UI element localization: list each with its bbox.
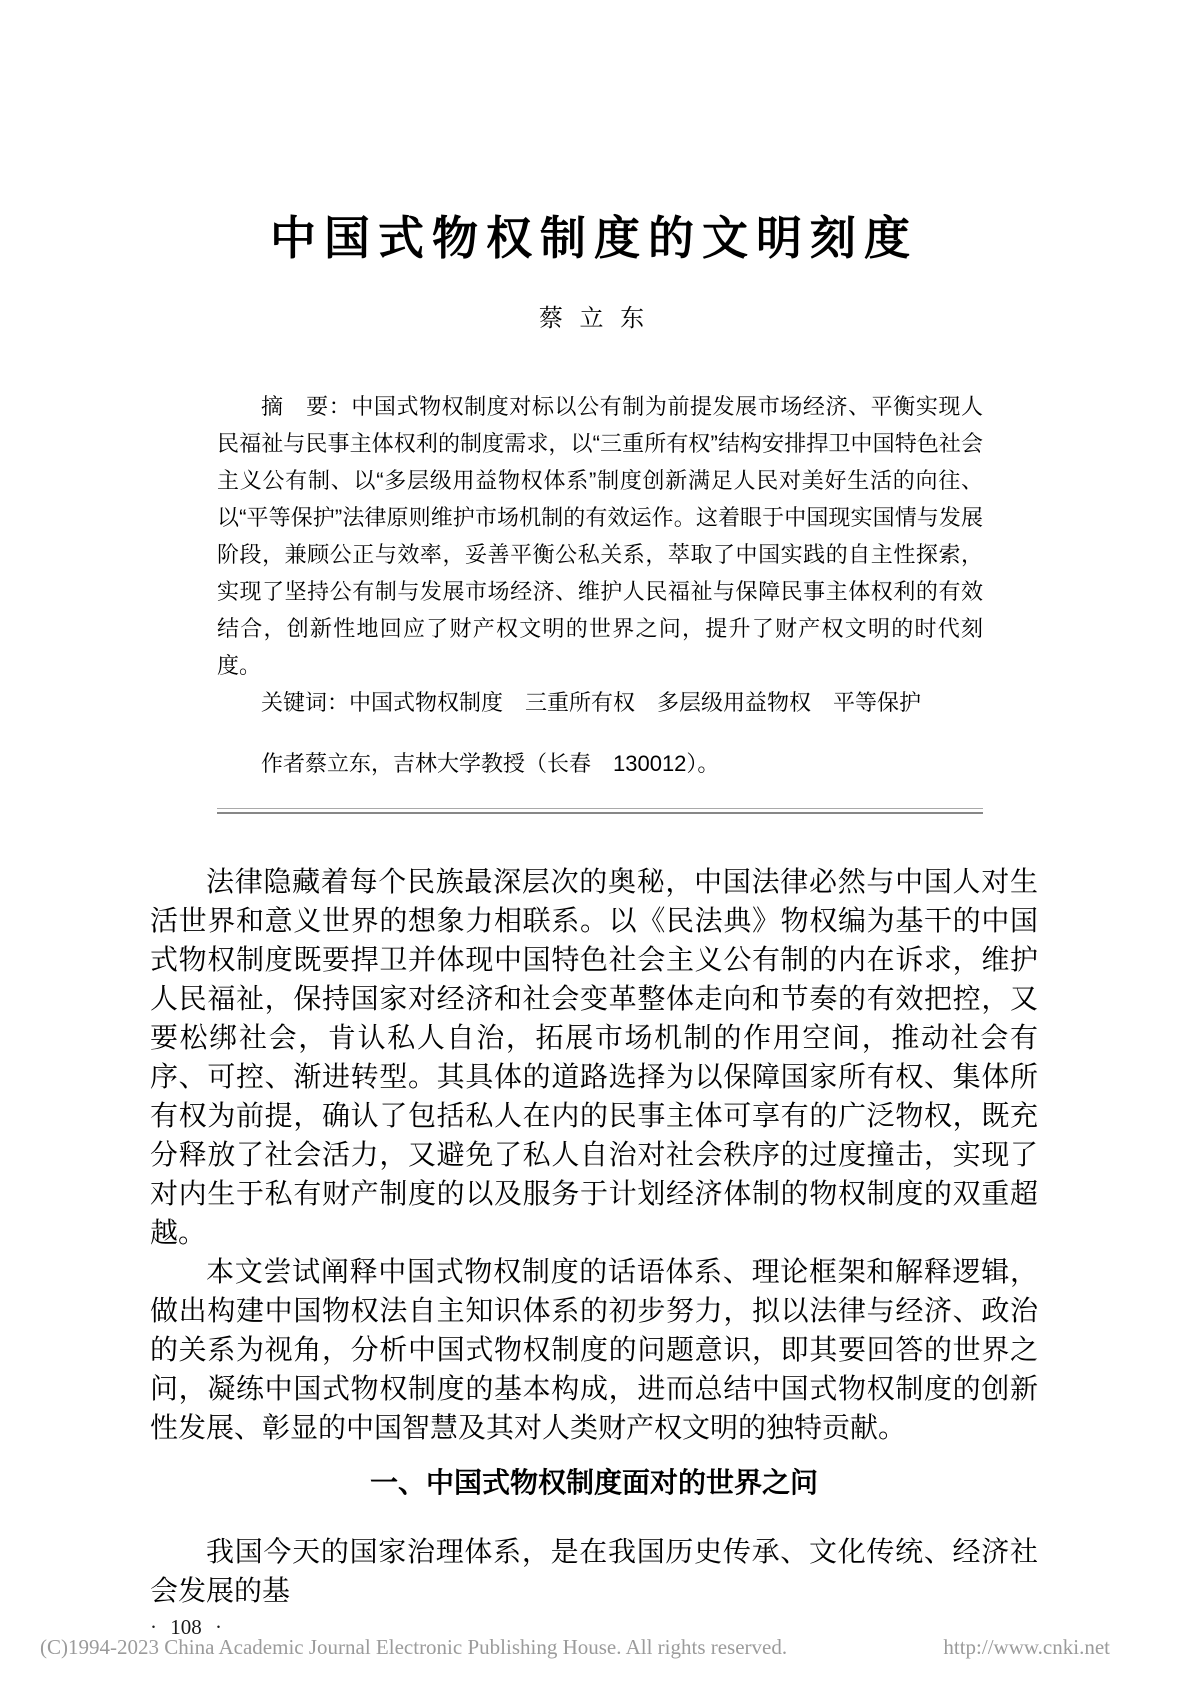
page-footer bbox=[40, 1634, 1110, 1660]
page-number: · 108 · bbox=[150, 1615, 222, 1639]
section-heading-1: 一、中国式物权制度面对的世界之问 bbox=[369, 1467, 818, 1498]
article-body bbox=[150, 862, 1038, 1610]
author-note: 作者蔡立东，吉林大学教授（长春 130012）。 bbox=[261, 751, 720, 776]
author-name: 蔡 立 东 bbox=[538, 305, 650, 332]
footer-url: http://www.cnki.net bbox=[943, 1635, 1110, 1659]
keywords-text: 中国式物权制度 三重所有权 多层级用益物权 平等保护 bbox=[349, 690, 922, 715]
abstract-text: 中国式物权制度对标以公有制为前提发展市场经济、平衡实现人民福祉与民事主体权利的制度需求，以“三重所有权”结构安排捍卫中国特色社会主义公有制、以“多层级用益物权体系”制度创新满足人民对美好生活的向往、以“平等保护”法律原则维护市场机制的有效运作。这着眼于中国现实国情与发展阶段，兼顾公正与效率，妥善平衡公私关系，萃取了中国实践的自主性探索，实现了坚持公有制与发展市场经济、维护人民福祉与保障民事主体权利的有效结合，创新性地回应了财产权文明的世界之问，提升了财产权文明的时代刻度。 bbox=[217, 394, 983, 678]
divider-rule bbox=[217, 808, 983, 814]
keywords-label: 关键词： bbox=[261, 690, 350, 715]
body-paragraph-3: 我国今天的国家治理体系，是在我国历史传承、文化传统、经济社会发展的基 bbox=[150, 1536, 1038, 1606]
keywords-line bbox=[217, 684, 983, 721]
abstract-label: 摘 要： bbox=[261, 394, 352, 419]
body-paragraph-1: 法律隐藏着每个民族最深层次的奥秘，中国法律必然与中国人对生活世界和意义世界的想象力相联系。以《民法典》物权编为基干的中国式物权制度既要捍卫并体现中国特色社会主义公有制的内在诉求，维护人民福祉，保持国家对经济和社会变革整体走向和节奏的有效把控，又要松绑社会，肯认私人自治，拓展市场机制的作用空间，推动社会有序、可控、渐进转型。其具体的道路选择为以保障国家所有权、集体所有权为前提，确认了包括私人在内的民事主体可享有的广泛物权，既充分释放了社会活力，又避免了私人自治对社会秩序的过度撞击，实现了对内生于私有财产制度的以及服务于计划经济体制的物权制度的双重超越。 bbox=[150, 866, 1038, 1248]
footer-copyright: (C)1994-2023 China Academic Journal Electronic Publishing House. All rights reserved. bbox=[40, 1635, 788, 1659]
abstract-paragraph bbox=[217, 388, 983, 684]
abstract-block bbox=[217, 388, 983, 782]
page-title: 中国式物权制度的文明刻度 bbox=[270, 212, 918, 264]
body-paragraph-2: 本文尝试阐释中国式物权制度的话语体系、理论框架和解释逻辑，做出构建中国物权法自主知识体系的初步努力，拟以法律与经济、政治的关系为视角，分析中国式物权制度的问题意识，即其要回答的世界之问，凝练中国式物权制度的基本构成，进而总结中国式物权制度的创新性发展、彰显的中国智慧及其对人类财产权文明的独特贡献。 bbox=[150, 1256, 1038, 1443]
